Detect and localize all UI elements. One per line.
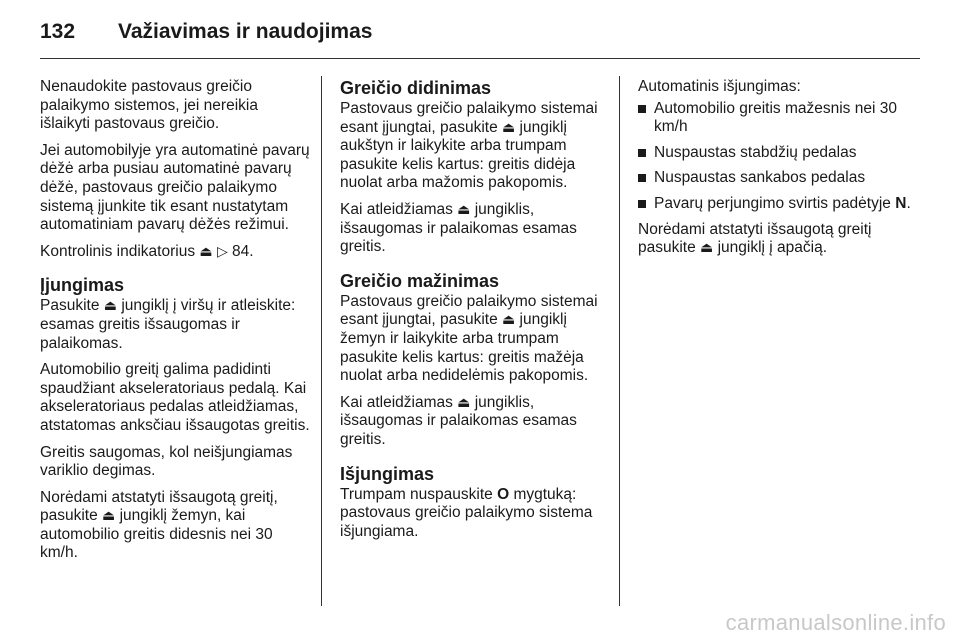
list-item: Nuspaustas stabdžių pedalas (638, 144, 920, 163)
chapter-title: Važiavimas ir naudojimas (118, 20, 373, 43)
paragraph-auto-deactivation: Automatinis išjungimas: (638, 78, 801, 95)
bullet-icon (638, 174, 646, 182)
paragraph-indicator: Kontrolinis indikatorius ⏏ ▷ 84. (40, 242, 254, 260)
heading-isjungimas: Išjungimas (340, 463, 435, 484)
page-reference: 84. (232, 242, 254, 260)
paragraph-reset-speed: Norėdami atstatyti išsaugotą greitį, pasukite ⏏ jungiklį žemyn, kai automobilio greitis didesnis nei 30 km/h. (40, 488, 278, 562)
list-item: Nuspaustas sankabos pedalas (638, 169, 920, 188)
list-item: Automobilio greitis mažesnis nei 30 km/h (638, 100, 920, 137)
paragraph-deactivation: Trumpam nuspauskite O mygtuką: pastovaus greičio palaikymo sistema išjungiama. (340, 485, 593, 540)
paragraph-automatic-gearbox: Jei automobilyje yra automatinė pavarų dėžė arba pusiau automatinė pavarų dėžė, pastovaus greičio palaikymo sistemą įjunkite tik esant nustatytam automatiniam pavarų dėžės režimui. (40, 141, 310, 234)
list-item: Pavarų perjungimo svirtis padėtyje N. (638, 195, 920, 214)
cruise-switch-icon: ⏏ (457, 394, 471, 411)
heading-greicio-didinimas: Greičio didinimas (340, 78, 492, 98)
bullet-icon (638, 105, 646, 113)
column-left (40, 78, 312, 571)
paragraph-stored-speed: Greitis saugomas, kol neišjungiamas variklio degimas. (40, 443, 293, 480)
cruise-switch-icon: ⏏ (700, 240, 714, 257)
page-number: 132 (40, 20, 76, 43)
paragraph-release-decrease: Kai atleidžiamas ⏏ jungiklis, išsaugomas ir palaikomas esamas greitis. (340, 393, 577, 448)
paragraph-release-increase: Kai atleidžiamas ⏏ jungiklis, išsaugomas ir palaikomas esamas greitis. (340, 200, 577, 256)
page-header (40, 14, 920, 59)
cruise-switch-icon: ⏏ (199, 243, 213, 260)
column-divider-right (619, 76, 620, 606)
cruise-switch-icon: ⏏ (103, 298, 117, 315)
paragraph-reset-down: Norėdami atstatyti išsaugotą greitį pasukite ⏏ jungiklį į apačią. (638, 220, 872, 257)
bullet-icon (638, 149, 646, 157)
column-divider-left (321, 76, 322, 606)
cruise-switch-icon: ⏏ (102, 508, 116, 525)
paragraph-decrease-speed: Pastovaus greičio palaikymo sistemai esant įjungtai, pasukite ⏏ jungiklį žemyn ir laikykite arba trumpam pasukite kelis kartus: greitis mažėja nuolat arba nedidelėmis pakopomis. (340, 292, 598, 385)
heading-ijungimas: Įjungimas (40, 275, 125, 296)
auto-deactivation-list (638, 100, 920, 214)
column-middle (340, 78, 610, 549)
paragraph-accelerate: Automobilio greitį galima padidinti spaudžiant akseleratoriaus pedalą. Kai akseleratoriaus pedalas atleidžiamas, atstatomas anksčiau išsaugotas greitis. (40, 361, 310, 434)
cruise-switch-icon: ⏏ (502, 119, 516, 136)
cancel-button-icon: O (497, 485, 510, 503)
cruise-switch-icon: ⏏ (457, 201, 471, 218)
cruise-switch-icon: ⏏ (502, 312, 516, 329)
watermark: carmanualsonline.info (725, 610, 946, 635)
paragraph-intro: Nenaudokite pastovaus greičio palaikymo sistemos, jei nereikia išlaikyti pastovaus greičio. (40, 78, 258, 133)
paragraph-activation: Pasukite ⏏ jungiklį į viršų ir atleiskite: esamas greitis išsaugomas ir palaikomas. (40, 297, 296, 352)
heading-greicio-mazinimas: Greičio mažinimas (340, 270, 500, 291)
bullet-icon (638, 200, 646, 208)
column-right (638, 78, 920, 266)
paragraph-increase-speed: Pastovaus greičio palaikymo sistemai esant įjungtai, pasukite ⏏ jungiklį aukštyn ir laikykite arba trumpam pasukite kelis kartus: greitis didėja nuolat arba mažomis pakopomis. (340, 100, 598, 192)
reference-arrow-icon: ▷ (216, 243, 228, 260)
